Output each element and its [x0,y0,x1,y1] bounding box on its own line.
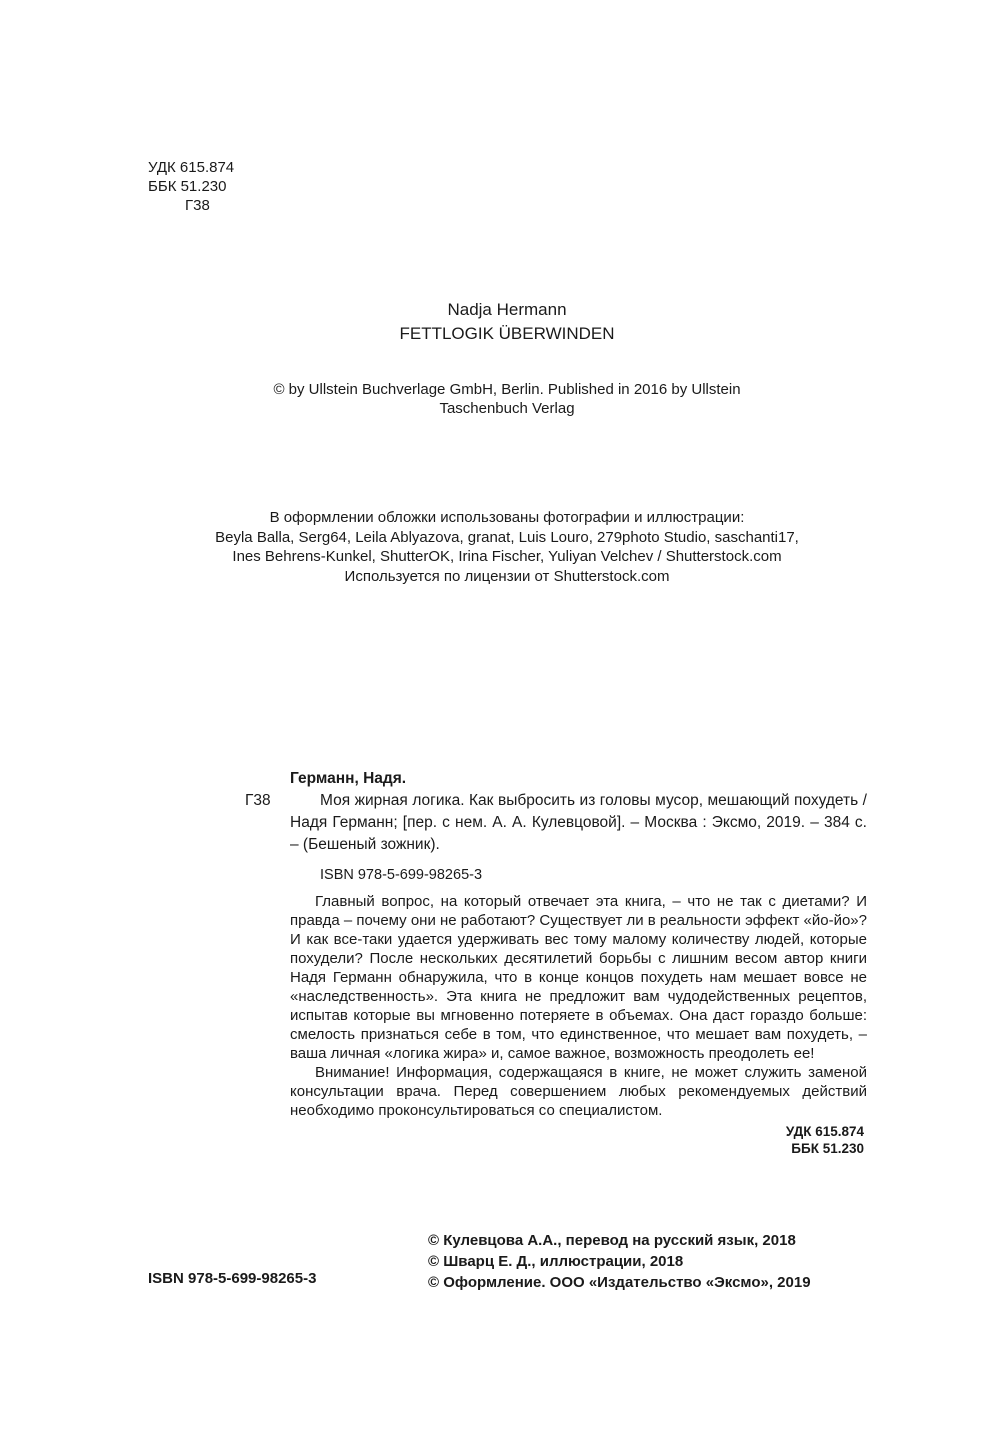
original-copyright [0,380,987,418]
original-edition [0,298,987,346]
original-author: Nadja Hermann [447,300,567,319]
record-isbn: ISBN 978-5-699-98265-3 [320,867,483,883]
udk-code: УДК 615.874 [148,159,235,176]
footer-copyrights [428,1230,811,1293]
record-bbk: ББК 51.230 [791,1141,864,1156]
record-author: Германн, Надя. [290,770,407,787]
record-code: Г38 [245,792,271,809]
bbk-code: ББК 51.230 [148,178,227,195]
credits-line: Ines Behrens-Kunkel, ShutterOK, Irina Fischer, Yuliyan Velchev / Shutterstock.com [232,548,782,565]
credits-line: Beyla Balla, Serg64, Leila Ablyazova, granat, Luis Louro, 279photo Studio, saschanti17, [215,528,799,546]
original-title: FETTLOGIK ÜBERWINDEN [399,324,615,343]
author-mark: Г38 [185,197,210,214]
footer-copyright-line: © Шварц Е. Д., иллюстрации, 2018 [428,1253,684,1270]
bibliographic-record [245,768,867,1157]
record-title-row [245,790,867,856]
credits-line: В оформлении обложки использованы фотографии и иллюстрации: [269,509,745,526]
record-annotation [290,892,867,1120]
footer-isbn: ISBN 978-5-699-98265-3 [148,1270,317,1287]
copyright-line: © by Ullstein Buchverlage GmbH, Berlin. Published in 2016 by Ullstein [273,381,741,398]
record-classification [245,1123,864,1157]
annotation-paragraph: Главный вопрос, на который отвечает эта книга, – что не так с диетами? И правда – почему они не работают? Существует ли в реальности эффект «йо-йо»? И как все-таки удается удерживать вес тому малому количеству людей, которые похудели? После нескольких десятилетий борьбы с лишним весом автор книги Надя Германн обнаружила, что в конце концов похудеть нам мешает вовсе не «наследственность». Эта книга не предложит вам чудодейственных рецептов, испытав которые вы мгновенно потеряете в объемах. Она даст гораздо больше: смелость признаться себе в том, что единственное, что мешает вам похудеть, – ваша личная «логика жира» и, самое важное, возможность преодолеть ее! [290,893,867,1062]
footer-copyright-line: © Кулевцова А.А., перевод на русский язык, 2018 [428,1232,796,1249]
classification-codes [148,158,234,215]
record-description: Моя жирная логика. Как выбросить из головы мусор, мешающий похудеть / Надя Германн; [пер. с нем. А. А. Кулевцовой]. – Москва : Эксмо, 2019. – 384 с. – (Бешеный зожник). [290,792,867,853]
credits-line: Используется по лицензии от Shutterstock.com [344,567,670,585]
copyright-line: Taschenbuch Verlag [439,400,575,417]
annotation-paragraph: Внимание! Информация, содержащаяся в книге, не может служить заменой консультации врача. Перед совершением любых рекомендуемых действий необходимо проконсультироваться со специалистом. [290,1064,867,1119]
record-udk: УДК 615.874 [785,1124,864,1139]
cover-credits [0,508,987,586]
footer-copyright-line: © Оформление. ООО «Издательство «Эксмо», 2019 [428,1274,811,1291]
